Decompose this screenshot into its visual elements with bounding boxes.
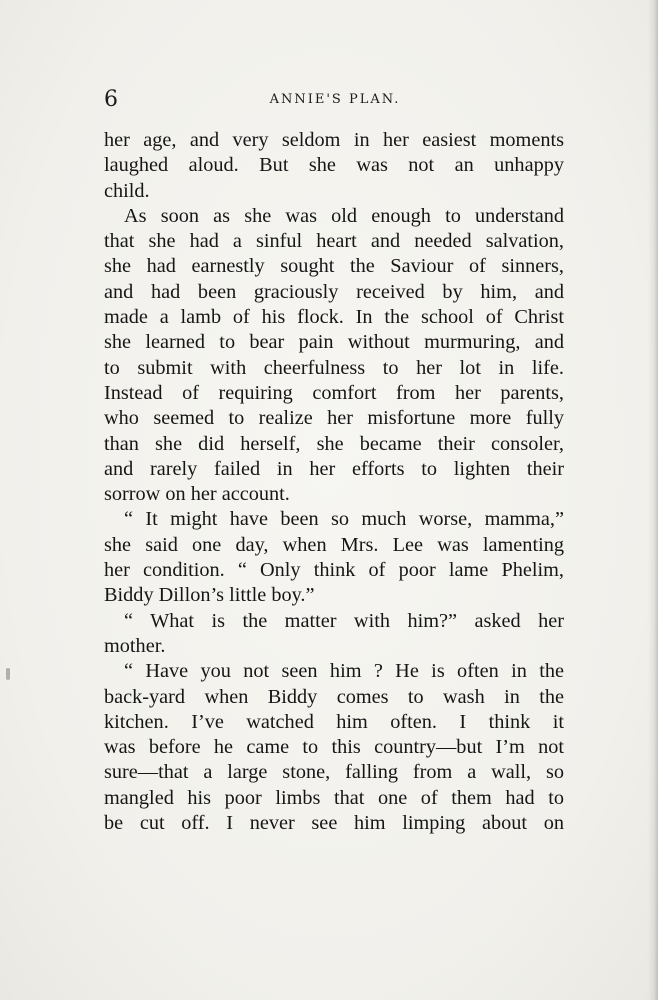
- running-title: ANNIE'S PLAN.: [269, 92, 401, 107]
- text-line: laughed aloud. But she was not an unhappy: [104, 154, 564, 177]
- text-line: “ Have you not seen him ? He is often in the: [124, 660, 564, 683]
- text-line: be cut off. I never see him limping about on: [104, 812, 564, 835]
- text-line: Instead of requiring comfort from her parents,: [104, 381, 564, 404]
- text-line: “ What is the matter with him?” asked her: [124, 609, 564, 632]
- text-line: mother.: [104, 634, 166, 657]
- text-line: than she did herself, she became their consoler,: [104, 432, 564, 455]
- text-line: to submit with cheerfulness to her lot in life.: [104, 356, 564, 379]
- page-number: 6: [104, 87, 118, 112]
- text-line: that she had a sinful heart and needed salvation,: [104, 230, 564, 253]
- text-line: child.: [104, 179, 150, 202]
- margin-mark: [6, 668, 10, 680]
- body-text: [104, 128, 564, 836]
- text-line: back-yard when Biddy comes to wash in the: [104, 685, 564, 708]
- text-line: she said one day, when Mrs. Lee was lamenting: [104, 533, 564, 556]
- text-line: sure—that a large stone, falling from a wall, so: [104, 761, 564, 784]
- text-line: who seemed to realize her misfortune more fully: [104, 407, 564, 430]
- text-line: As soon as she was old enough to understand: [124, 204, 564, 227]
- text-line: she learned to bear pain without murmuring, and: [104, 331, 564, 354]
- text-line: Biddy Dillon’s little boy.”: [104, 584, 315, 607]
- text-line: she had earnestly sought the Saviour of sinners,: [104, 255, 564, 278]
- text-line: made a lamb of his flock. In the school of Christ: [104, 306, 564, 329]
- text-line: was before he came to this country—but I’m not: [104, 736, 564, 759]
- text-line: her condition. “ Only think of poor lame Phelim,: [104, 559, 564, 582]
- text-line: and had been graciously received by him, and: [104, 280, 564, 303]
- text-line: mangled his poor limbs that one of them had to: [104, 786, 564, 809]
- text-line: “ It might have been so much worse, mamma,”: [124, 508, 564, 531]
- text-line: kitchen. I’ve watched him often. I think it: [104, 710, 564, 733]
- text-line: her age, and very seldom in her easiest moments: [104, 129, 564, 151]
- running-header: [104, 88, 566, 112]
- page-edge-shadow: [648, 0, 658, 1000]
- text-line: and rarely failed in her efforts to lighten their: [104, 457, 564, 480]
- text-line: sorrow on her account.: [104, 483, 290, 506]
